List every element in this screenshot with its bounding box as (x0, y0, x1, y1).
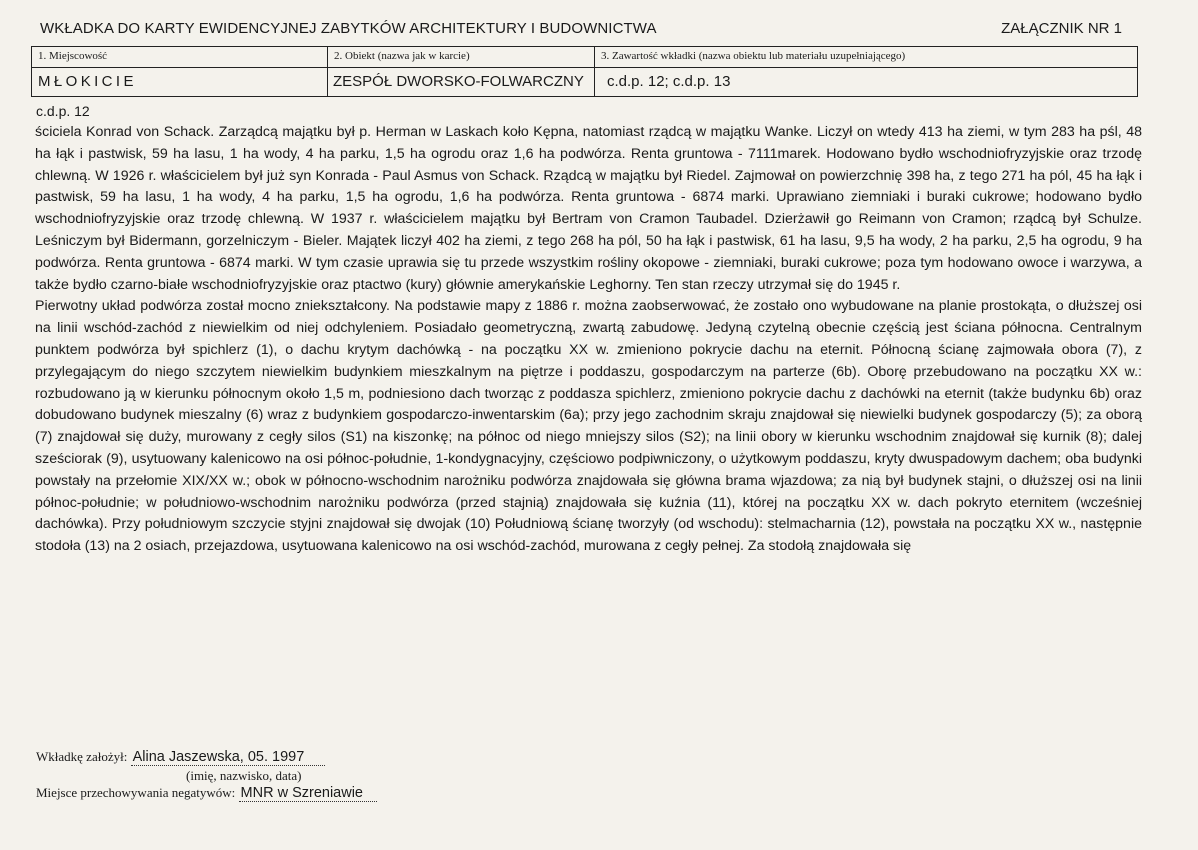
body-text (35, 122, 1142, 558)
locality-label: 1. Miejscowość (38, 50, 108, 62)
storage-label: Miejsce przechowywania negatywów: (36, 785, 236, 800)
content-label: 3. Zawartość wkładki (nazwa obiektu lub materiału uzupełniającego) (601, 50, 906, 62)
object-cell (327, 47, 594, 96)
attachment-number: ZAŁĄCZNIK NR 1 (1001, 20, 1122, 37)
paragraph: Pierwotny układ podwórza został mocno zniekształcony. Na podstawie mapy z 1886 r. można zaobserwować, że zostało ono wybudowane na planie prostokąta, o dłuższej osi na linii wschód-zachód z niewielkim od niej odchyleniem. Posiadało geometryczną, zwartą zabudowę. Jedyną czytelną obecnie częścią jest ściana północna. Centralnym punktem podwórza był spichlerz (1), o dachu krytym dachówką - na początku XX w. zmieniono pokrycie dachu na eternit. Północną ścianę zajmowała obora (7), z przylegającym do niego szczytem niewielkim budynkiem mieszkalnym na piętrze i poddaszu, gospodarczym na parterze (6b). Oborę przebudowano na początku XX w.: rozbudowano ją w kierunku północnym około 1,5 m, podniesiono dach tworząc z poddasza spichlerz, zmieniono pokrycie dachu z dachówki na eternit (także budynku 6b) oraz dobudowano budynek mieszalny (6) wraz z budynkiem gospodarczo-inwentarskim (6a); przy jego zachodnim skraju znajdował się niewielki budynek gospodarczy (5); za oborą (7) znajdował się duży, murowany z cegły silos (S1) na kiszonkę; na północ od niego mniejszy silos (S2); na linii obory w kierunku wschodnim znajdował się kurnik (8); dalej sześciorak (9), usytuowany kalenicowo na osi północ-południe, 1-kondygnacyjny, częściowo podpiwniczony, o użytkowym poddaszu, kryty dwuspadowym dachem; oba budynki powstały na przełomie XIX/XX w.; obok w północno-wschodnim narożniku podwórza znajdowała się główna brama wjazdowa; za nią był budynek stajni, o dłuższej osi na linii północ-południe; w południowo-wschodnim narożniku podwórza (przed stajnią) znajdowała się kuźnia (11), której na początku XX w. dach pokryto eternitem (wcześniej dachówka). Przy południowym szczycie styjni znajdował się dwojak (10) Południową ścianę tworzyły (od wschodu): stelmacharnia (12), powstała na początku XX w., następnie stodoła (13) na 2 osiach, przejazdowa, usytuowana kalenicowo na osi wschód-zachód, murowana z cegły pełnej. Za stodołą znajdowała się (35, 298, 1142, 555)
storage-row (36, 785, 377, 802)
founder-label: Wkładkę założył: (36, 749, 128, 764)
content-value: c.d.p. 12; c.d.p. 13 (607, 73, 731, 90)
object-label: 2. Obiekt (nazwa jak w karcie) (334, 50, 470, 62)
form-title: WKŁADKA DO KARTY EWIDENCYJNEJ ZABYTKÓW ARCHITEKTURY I BUDOWNICTWA (40, 20, 657, 37)
founder-value: Alina Jaszewska, 05. 1997 (131, 749, 325, 766)
header-fields-table (31, 46, 1138, 97)
paragraph: ściciela Konrad von Schack. Zarządcą majątku był p. Herman w Laskach koło Kępna, natomiast rządcą w majątku Wanke. Liczył on wtedy 413 ha ziemi, w tym 283 ha pśl, 48 ha łąk i pastwisk, 59 ha lasu, 1 ha wody, 4 ha parku, 1,5 ha ogrodu oraz 1,6 ha podwórza. Renta gruntowa - 7111marek. Hodowano bydło wschodniofryzyjskie oraz trzodę chlewną. W 1926 r. właścicielem był już syn Konrada - Paul Asmus von Schack. Rządcą w majątku był Riedel. Zajmował on powierzchnię 398 ha, z tego 271 ha pól, 45 ha łąk i pastwisk, 59 ha lasu, 1 ha wody, 4 ha parku, 1,5 ha ogrodu, 1,6 ha podwórza. Renta gruntowa - 6874 marki. Uprawiano ziemniaki i buraki cukrowe; hodowano bydło wschodniofryzyjskie oraz trzodę chlewną. W 1937 r. właścicielem majątku był Bertram von Cramon Taubadel. Dzierżawił go Reimann von Cramon; rządcą był Schulze. Leśniczym był Bidermann, gorzelniczym - Bieler. Majątek liczył 402 ha ziemi, z tego 268 ha pól, 50 ha łąk i pastwisk, 61 ha lasu, 9,5 ha wody, 2 ha parku, 2,5 ha ogrodu, 9 ha podwórza. Renta gruntowa - 6874 marki. W tym czasie uprawia się tu przede wszystkim rośliny okopowe - ziemniaki, buraki cukrowe; poza tym hodowano owoce i warzywa, a także bydło czarno-białe wschodniofryzyjskie oraz ptactwo (kury) głównie amerykańskie Leghorny. Ten stan rzeczy utrzymał się do 1945 r. (35, 124, 1142, 293)
founder-hint: (imię, nazwisko, data) (186, 768, 302, 783)
founder-row (36, 749, 325, 766)
locality-value: MŁOKICIE (38, 73, 137, 90)
locality-cell (32, 47, 327, 96)
content-cell (594, 47, 1137, 96)
section-label: c.d.p. 12 (36, 103, 90, 119)
object-value: ZESPÓŁ DWORSKO-FOLWARCZNY (333, 73, 584, 90)
storage-value: MNR w Szreniawie (239, 785, 377, 802)
